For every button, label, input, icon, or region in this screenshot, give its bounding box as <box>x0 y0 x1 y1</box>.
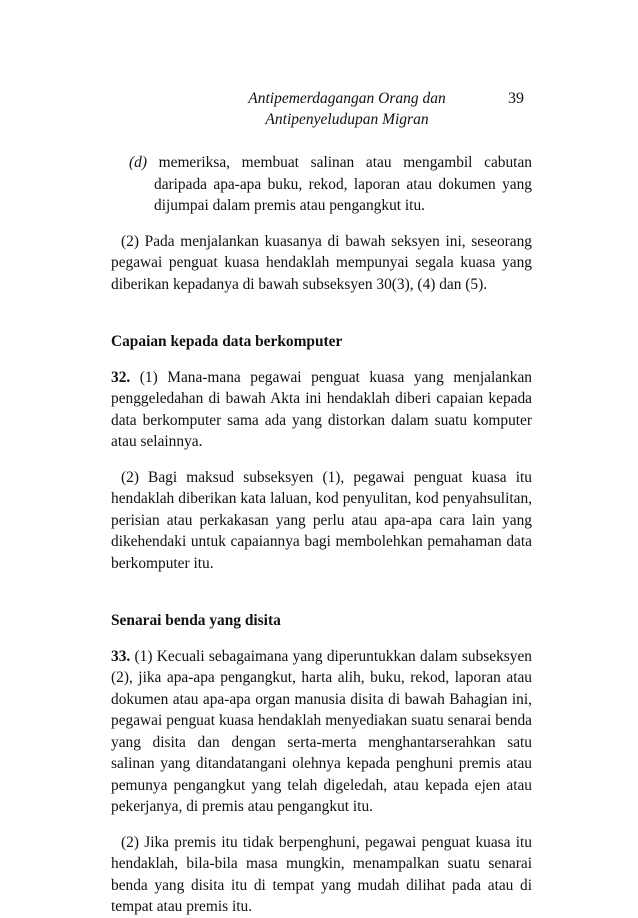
document-body <box>111 152 532 918</box>
section-32-sub1-text: (1) Mana-mana pegawai penguat kuasa yang menjalankan penggeledahan di bawah Akta ini hendaklah diberi capaian kepada data berkomputer sama ada yang distorkan dalam suatu komputer atau selainnya. <box>111 368 532 450</box>
section-33-subsection-1 <box>111 646 532 818</box>
section-33-sub1-text: (1) Kecuali sebagaimana yang diperuntukkan dalam subseksyen (2), jika apa-apa pengangkut, harta alih, buku, rekod, laporan atau dokumen atau apa-apa organ manusia disita di bawah Bahagian ini, pegawai penguat kuasa hendaklah menyediakan suatu senarai benda yang disita dan dengan serta-merta menghantarserahkan satu salinan yang ditandatangani olehnya kepada penghuni premis atau pemunya pengangkut yang telah digeledah, atau kepada ejen atau pekerjanya, di premis atau pengangkut itu. <box>111 647 532 815</box>
section-33-number: 33. <box>111 647 131 665</box>
section-32-number: 32. <box>111 368 131 386</box>
running-title-line-1: Antipemerdagangan Orang dan <box>248 90 446 107</box>
section-32-heading: Capaian kepada data berkomputer <box>111 333 343 350</box>
section-33-heading: Senarai benda yang disita <box>111 612 281 629</box>
section-32-subsection-2: (2) Bagi maksud subseksyen (1), pegawai penguat kuasa itu hendaklah diberikan kata laluan, kod penyulitan, kod penyahsulitan, perisian atau perkakasan yang perlu atau apa-apa cara lain yang dikehendaki untuk capaiannya bagi membolehkan pemahaman data berkomputer itu. <box>111 468 532 572</box>
running-title-line-2: Antipenyeludupan Migran <box>265 111 429 128</box>
item-d-label: (d) <box>129 154 147 171</box>
section-33-subsection-2: (2) Jika premis itu tidak berpenghuni, pegawai penguat kuasa itu hendaklah, bila-bila masa mungkin, menampalkan suatu senarai benda yang disita itu di tempat yang mudah dilihat pada atau di tempat atau premis itu. <box>111 833 532 915</box>
page-number: 39 <box>508 90 524 107</box>
running-title <box>232 88 462 130</box>
paragraph-item-d <box>111 152 532 217</box>
section-31-subsection-2: (2) Pada menjalankan kuasanya di bawah seksyen ini, seseorang pegawai penguat kuasa hendaklah mempunyai segala kuasa yang diberikan kepadanya di bawah subseksyen 30(3), (4) dan (5). <box>111 232 532 293</box>
item-d-text: memeriksa, membuat salinan atau mengambil cabutan daripada apa-apa buku, rekod, laporan atau dokumen yang dijumpai dalam premis atau pengangkut itu. <box>154 154 532 214</box>
section-32-subsection-1 <box>111 367 532 453</box>
